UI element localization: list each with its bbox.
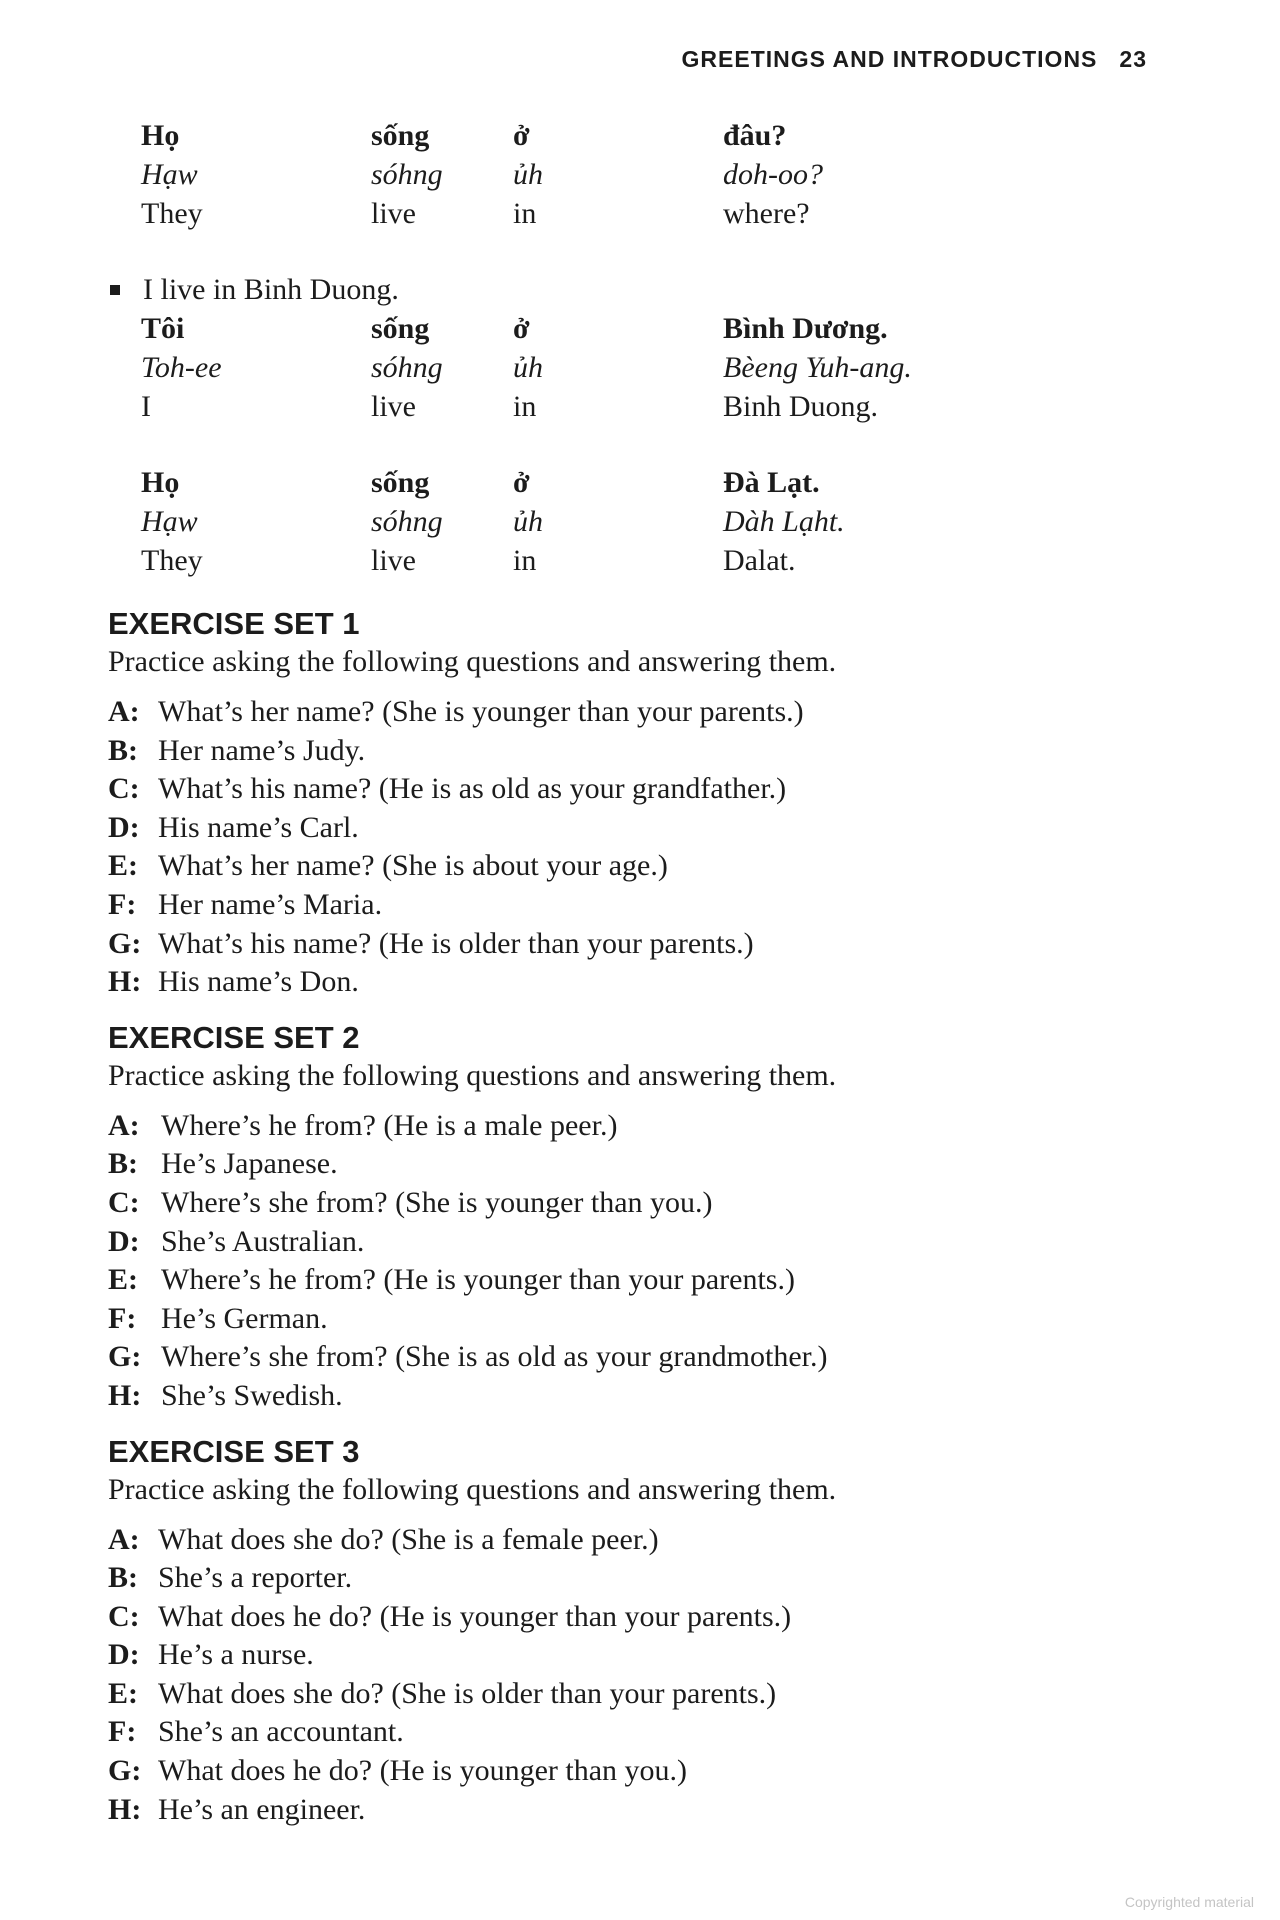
item-text: He’s an engineer. bbox=[158, 1792, 366, 1826]
bullet-sentence: I live in Binh Duong. bbox=[143, 273, 399, 306]
item-text: What does she do? (She is a female peer.) bbox=[158, 1522, 659, 1556]
bullet-square-icon bbox=[110, 285, 120, 295]
item-text: She’s a reporter. bbox=[158, 1561, 353, 1595]
item-text: Where’s she from? (She is as old as your grandmother.) bbox=[161, 1340, 828, 1374]
gloss-word: live bbox=[371, 544, 416, 577]
exercise-item bbox=[108, 1791, 1168, 1830]
item-label: F: bbox=[108, 887, 137, 921]
exercise-item bbox=[108, 1377, 1168, 1416]
item-label: G: bbox=[108, 926, 142, 960]
item-text: He’s Japanese. bbox=[161, 1147, 338, 1181]
gloss-word: I bbox=[141, 390, 151, 423]
exercise-item bbox=[108, 1300, 1168, 1339]
page-number: 23 bbox=[1119, 46, 1147, 72]
gloss-word: sống bbox=[371, 466, 430, 499]
item-text: What’s his name? (He is older than your parents.) bbox=[158, 926, 754, 960]
english-row bbox=[141, 194, 1168, 233]
pronunciation-row bbox=[141, 348, 1168, 387]
gloss-word: Đà Lạt. bbox=[723, 466, 820, 499]
exercise-item bbox=[108, 693, 1168, 732]
gloss-word: Toh-ee bbox=[141, 351, 222, 384]
exercise-set-2 bbox=[108, 1019, 1168, 1416]
exercise-item bbox=[108, 925, 1168, 964]
gloss-word: in bbox=[513, 544, 537, 577]
item-label: C: bbox=[108, 772, 140, 806]
bullet-example bbox=[108, 270, 1168, 309]
exercise-set-1 bbox=[108, 605, 1168, 1002]
english-row bbox=[141, 387, 1168, 426]
gloss-word: doh-oo? bbox=[723, 158, 823, 191]
item-text: What’s her name? (She is about your age.) bbox=[158, 849, 668, 883]
exercise-item bbox=[108, 1559, 1168, 1598]
exercise-heading: EXERCISE SET 3 bbox=[108, 1433, 360, 1469]
gloss-word: They bbox=[141, 197, 203, 230]
item-text: Her name’s Maria. bbox=[158, 887, 383, 921]
gloss-word: Họ bbox=[141, 119, 180, 152]
gloss-word: Dàh Lạht. bbox=[723, 505, 845, 538]
gloss-word: where? bbox=[723, 197, 810, 230]
exercise-item bbox=[108, 1184, 1168, 1223]
item-text: His name’s Don. bbox=[158, 965, 359, 999]
item-label: E: bbox=[108, 1676, 138, 1710]
exercise-item bbox=[108, 770, 1168, 809]
gloss-word: sóhng bbox=[371, 351, 443, 384]
running-head bbox=[682, 46, 1147, 73]
item-text: He’s German. bbox=[161, 1301, 328, 1335]
item-text: What does he do? (He is younger than you.) bbox=[158, 1754, 688, 1788]
exercise-list bbox=[108, 1107, 1168, 1416]
item-label: G: bbox=[108, 1340, 142, 1374]
item-text: Where’s she from? (She is younger than you.) bbox=[161, 1185, 713, 1219]
item-text: She’s an accountant. bbox=[158, 1715, 404, 1749]
gloss-word: ở bbox=[513, 119, 530, 152]
vietnamese-row bbox=[141, 309, 1168, 348]
gloss-word: live bbox=[371, 197, 416, 230]
gloss-block-binh-duong bbox=[141, 309, 1168, 426]
exercise-set-3 bbox=[108, 1433, 1168, 1830]
gloss-word: in bbox=[513, 197, 537, 230]
chapter-title: GREETINGS AND INTRODUCTIONS bbox=[681, 46, 1098, 72]
item-label: B: bbox=[108, 1561, 138, 1595]
gloss-word: They bbox=[141, 544, 203, 577]
item-label: G: bbox=[108, 1754, 142, 1788]
gloss-word: Binh Duong. bbox=[723, 390, 879, 423]
exercise-item bbox=[108, 1223, 1168, 1262]
item-label: B: bbox=[108, 1147, 138, 1181]
exercise-heading: EXERCISE SET 1 bbox=[108, 606, 360, 641]
gloss-word: sóhng bbox=[371, 505, 443, 538]
pronunciation-row bbox=[141, 155, 1168, 194]
exercise-item bbox=[108, 1752, 1168, 1791]
exercise-instruction: Practice asking the following questions and answering them. bbox=[108, 645, 837, 678]
item-label: D: bbox=[108, 810, 140, 844]
item-text: His name’s Carl. bbox=[158, 810, 359, 844]
gloss-block-where bbox=[141, 116, 1168, 233]
item-label: H: bbox=[108, 1378, 142, 1412]
exercise-instruction: Practice asking the following questions and answering them. bbox=[108, 1472, 837, 1506]
item-text: Her name’s Judy. bbox=[158, 733, 366, 767]
exercise-item bbox=[108, 1261, 1168, 1300]
item-text: What’s her name? (She is younger than your parents.) bbox=[158, 695, 804, 728]
exercise-item bbox=[108, 1338, 1168, 1377]
gloss-word: sóhng bbox=[371, 158, 443, 191]
page-content bbox=[108, 116, 1168, 1829]
item-label: C: bbox=[108, 1599, 140, 1633]
exercise-item bbox=[108, 1636, 1168, 1675]
item-text: Where’s he from? (He is younger than your parents.) bbox=[161, 1263, 795, 1297]
gloss-word: ủh bbox=[513, 351, 543, 384]
item-label: A: bbox=[108, 1108, 140, 1142]
item-label: E: bbox=[108, 1263, 138, 1297]
exercise-item bbox=[108, 886, 1168, 925]
gloss-word: Bèeng Yuh-ang. bbox=[723, 351, 912, 384]
item-label: E: bbox=[108, 849, 138, 883]
item-text: He’s a nurse. bbox=[158, 1638, 314, 1672]
item-label: A: bbox=[108, 695, 140, 728]
vietnamese-row bbox=[141, 116, 1168, 155]
exercise-item bbox=[108, 1107, 1168, 1146]
exercise-item bbox=[108, 847, 1168, 886]
exercise-item bbox=[108, 732, 1168, 771]
exercise-item bbox=[108, 1598, 1168, 1637]
gloss-word: sống bbox=[371, 312, 430, 345]
gloss-word: live bbox=[371, 390, 416, 423]
item-text: She’s Swedish. bbox=[161, 1378, 343, 1412]
gloss-word: ủh bbox=[513, 158, 543, 191]
exercise-item bbox=[108, 1713, 1168, 1752]
item-label: F: bbox=[108, 1715, 137, 1749]
gloss-word: đâu? bbox=[723, 119, 787, 152]
pronunciation-row bbox=[141, 502, 1168, 541]
item-label: F: bbox=[108, 1301, 137, 1335]
gloss-word: Tôi bbox=[141, 312, 185, 345]
item-text: What does he do? (He is younger than your parents.) bbox=[158, 1599, 792, 1633]
copyright-watermark: Copyrighted material bbox=[1124, 1894, 1254, 1910]
item-text: Where’s he from? (He is a male peer.) bbox=[161, 1108, 618, 1142]
item-label: H: bbox=[108, 1792, 142, 1826]
exercise-heading: EXERCISE SET 2 bbox=[108, 1019, 360, 1055]
item-label: H: bbox=[108, 965, 142, 999]
vietnamese-row bbox=[141, 463, 1168, 502]
gloss-word: Bình Dương. bbox=[723, 312, 888, 345]
item-label: D: bbox=[108, 1224, 140, 1258]
item-label: D: bbox=[108, 1638, 140, 1672]
item-label: C: bbox=[108, 1185, 140, 1219]
gloss-word: Hạw bbox=[141, 158, 198, 191]
exercise-item bbox=[108, 809, 1168, 848]
exercise-instruction: Practice asking the following questions and answering them. bbox=[108, 1058, 837, 1092]
english-row bbox=[141, 541, 1168, 580]
gloss-word: sống bbox=[371, 119, 430, 152]
exercise-list bbox=[108, 1521, 1168, 1830]
item-text: What’s his name? (He is as old as your grandfather.) bbox=[158, 772, 787, 806]
exercise-item bbox=[108, 963, 1168, 1002]
exercise-item bbox=[108, 1521, 1168, 1560]
item-text: She’s Australian. bbox=[161, 1224, 365, 1258]
gloss-word: Dalat. bbox=[723, 544, 796, 577]
gloss-block-dalat bbox=[141, 463, 1168, 580]
exercise-list bbox=[108, 693, 1168, 1002]
gloss-word: Hạw bbox=[141, 505, 198, 538]
exercise-item bbox=[108, 1145, 1168, 1184]
item-text: What does she do? (She is older than your parents.) bbox=[158, 1676, 777, 1710]
gloss-word: ở bbox=[513, 466, 530, 499]
exercise-item bbox=[108, 1675, 1168, 1714]
item-label: A: bbox=[108, 1522, 140, 1556]
gloss-word: Họ bbox=[141, 466, 180, 499]
gloss-word: ở bbox=[513, 312, 530, 345]
item-label: B: bbox=[108, 733, 138, 767]
gloss-word: ủh bbox=[513, 505, 543, 538]
gloss-word: in bbox=[513, 390, 537, 423]
